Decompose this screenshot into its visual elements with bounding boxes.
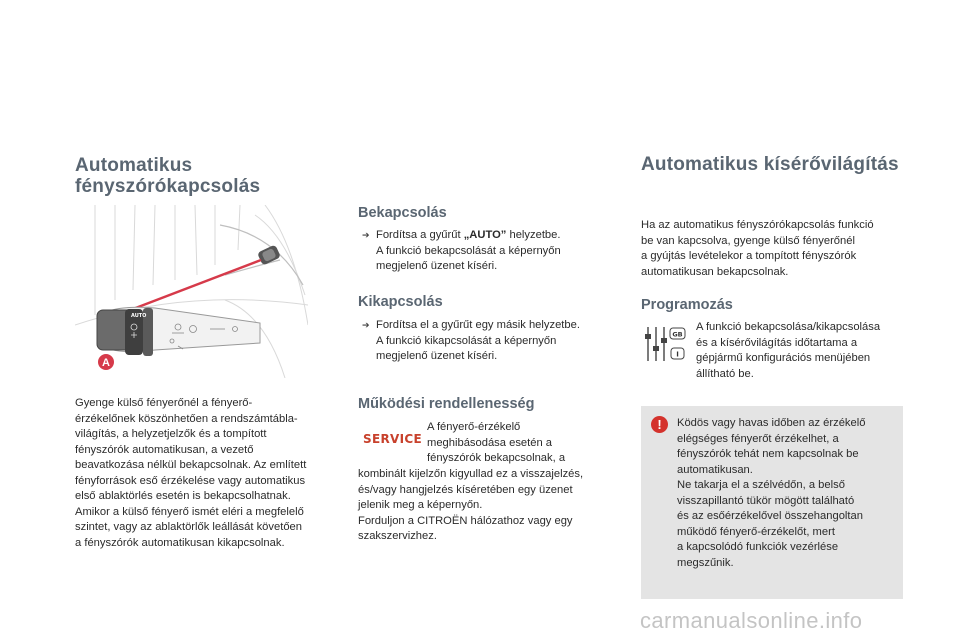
left-title-line1: Automatikus bbox=[75, 155, 193, 176]
fault-heading: Működési rendellenesség bbox=[358, 396, 535, 412]
warning-icon: ! bbox=[651, 416, 668, 433]
stalk-drawing bbox=[75, 205, 308, 378]
off-heading: Kikapcsolás bbox=[358, 294, 443, 310]
light-stalk bbox=[97, 307, 260, 356]
auto-mark: AUTO bbox=[131, 313, 147, 319]
service-warning-icon: SERVICE bbox=[363, 432, 422, 446]
programming-text: A funkció bekapcsolása/kikapcsolása és a kísérővilágítás időtartama a gépjármű konfigurációs menüjében állítható be. bbox=[696, 321, 881, 380]
i-label: I bbox=[676, 350, 679, 359]
auto-position-label: „AUTO” bbox=[463, 229, 507, 241]
gb-label: GB bbox=[672, 330, 683, 339]
stalk-knob-upper bbox=[257, 244, 281, 265]
left-title-line2: fényszórókapcsolás bbox=[75, 176, 261, 197]
on-heading: Bekapcsolás bbox=[358, 205, 447, 221]
off-bullet-text: Fordítsa el a gyűrűt egy másik helyzetbe. A funkció kikapcsolását a képernyőn megjelenő üzenet kíséri. bbox=[376, 319, 580, 362]
left-body-text: Gyenge külső fényerőnél a fényerő- érzékelőnek köszönhetően a rendszámtábla- világítás, a helyzetjelzők és a tompított fényszórók automatikusan, a vezető beavatkozása nélkül bekapcsolnak. Az említett fényforrások eső érzékelése vagy automatikus első ablaktörlés esetén is bekapcsolhatnak. Amikor a külső fényerő ismét eléri a megfelelő szintet, vagy az ablaktörlők leállását követően a fényszórók automatikusan kikapcsolnak. bbox=[75, 397, 307, 549]
left-title bbox=[75, 155, 260, 197]
warning-text: Ködös vagy havas időben az érzékelő elégséges fényerőt érzékelhet, a fényszórók tehát nem kapcsolnak be automatikusan. Ne takarja el a szélvédőn, a belső visszapillantó tükör mögött található és az esőérzékelővel összehangoltan működő fényerő-érzékelőt, mert a kapcsolódó funkciók vezérlése megszűnik. bbox=[677, 417, 866, 569]
callout-a-label: A bbox=[102, 357, 110, 369]
programming-heading: Programozás bbox=[641, 297, 733, 313]
right-intro-text: Ha az automatikus fényszórókapcsolás funkció be van kapcsolva, gyenge külső fényerőnél a gyújtás levételekor a tompított fényszórók automatikusan bekapcsolnak. bbox=[641, 219, 874, 278]
fault-text-full: kombinált kijelzőn kigyullad ez a visszajelzés, és/vagy hangjelzés kíséretében egy üzenet jelenik meg a képernyőn. Forduljon a CITROËN hálózathoz vagy egy szakszervizhez. bbox=[358, 468, 584, 542]
fault-text-indented: A fényerő-érzékelő meghibásodása esetén a fényszórók bekapcsolnak, a bbox=[427, 421, 566, 464]
light-switch-illustration bbox=[75, 205, 308, 378]
watermark: carmanualsonline.info bbox=[640, 608, 863, 633]
config-menu-icon bbox=[643, 326, 687, 362]
right-title: Automatikus kísérővilágítás bbox=[641, 154, 899, 175]
arrow-bullet-icon: ➔ bbox=[362, 320, 370, 330]
on-bullet-text: Fordítsa a gyűrűt „AUTO” helyzetbe. A funkció bekapcsolását a képernyőn megjelenő üzenet kíséri. bbox=[376, 229, 561, 272]
arrow-bullet-icon: ➔ bbox=[362, 230, 370, 240]
